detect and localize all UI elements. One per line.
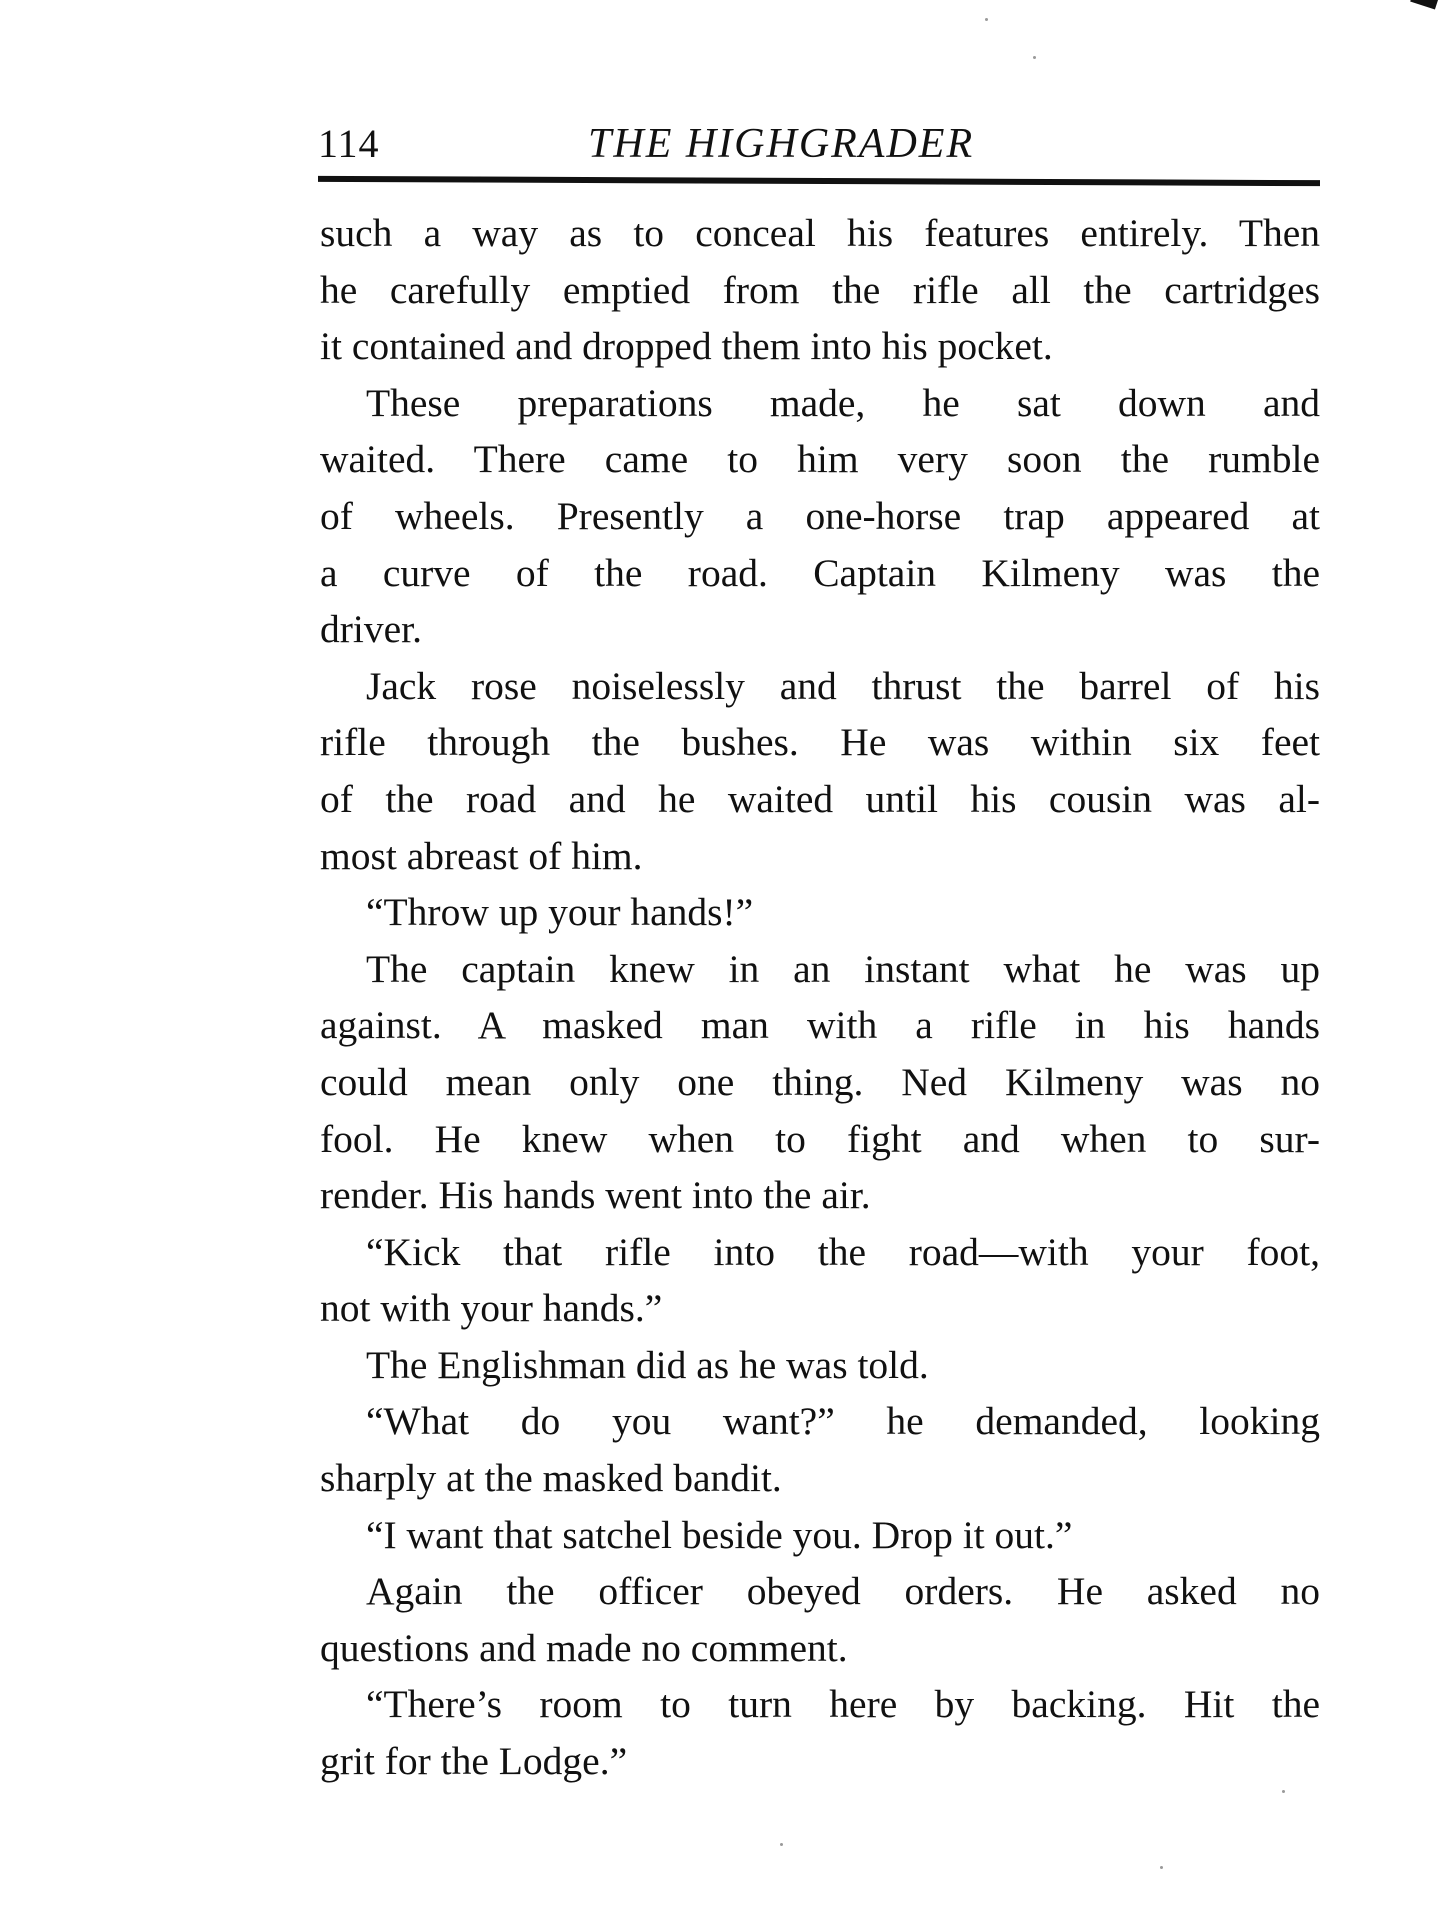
text-line: Again the officer obeyed orders. He asked no: [366, 1569, 1320, 1614]
text-line: against. A masked man with a rifle in his hands: [320, 1003, 1320, 1048]
text-line: sharply at the masked bandit.: [320, 1456, 782, 1501]
text-line: “There’s room to turn here by backing. Hit the: [366, 1682, 1320, 1727]
text-line: fool. He knew when to fight and when to sur-: [320, 1116, 1320, 1161]
text-line: render. His hands went into the air.: [320, 1173, 871, 1218]
text-line: questions and made no comment.: [320, 1625, 848, 1670]
header-rule: [318, 176, 1320, 186]
page-header: [318, 118, 1320, 170]
text-line: most abreast of him.: [320, 833, 643, 878]
text-line: could mean only one thing. Ned Kilmeny was no: [320, 1059, 1320, 1104]
text-line: a curve of the road. Captain Kilmeny was the: [320, 550, 1320, 595]
page-number: 114: [318, 121, 380, 166]
scan-speck: [1160, 1866, 1163, 1869]
text-line: of the road and he waited until his cousin was al-: [320, 776, 1320, 821]
text-line: not with your hands.”: [320, 1286, 663, 1331]
text-line: Jack rose noiselessly and thrust the barrel of his: [366, 663, 1320, 708]
text-line: The captain knew in an instant what he was up: [366, 946, 1320, 991]
scan-speck: [1282, 1790, 1285, 1793]
scan-speck: [780, 1843, 783, 1846]
text-line: such a way as to conceal his features entirely. Then: [320, 211, 1320, 255]
text-line: “What do you want?” he demanded, looking: [366, 1399, 1320, 1444]
text-line: rifle through the bushes. He was within six feet: [320, 720, 1320, 765]
text-line: waited. There came to him very soon the rumble: [320, 437, 1320, 482]
text-line: grit for the Lodge.”: [320, 1739, 628, 1784]
text-line: The Englishman did as he was told.: [366, 1342, 929, 1387]
text-line: driver.: [320, 607, 423, 652]
scan-speck: [1033, 56, 1036, 59]
text-line: of wheels. Presently a one-horse trap appeared at: [320, 493, 1320, 538]
text-line: “I want that satchel beside you. Drop it out.”: [366, 1512, 1073, 1557]
page-edge-mark: [1410, 0, 1438, 10]
text-line: “Throw up your hands!”: [366, 890, 754, 935]
scan-speck: [985, 18, 988, 21]
text-line: These preparations made, he sat down and: [366, 380, 1320, 425]
text-line: “Kick that rifle into the road—with your foot,: [366, 1229, 1320, 1274]
running-title: THE HIGHGRADER: [588, 121, 975, 167]
page-body: [320, 205, 1320, 1790]
text-line: he carefully emptied from the rifle all the cartridges: [320, 267, 1320, 312]
text-line: it contained and dropped them into his pocket.: [320, 324, 1053, 369]
